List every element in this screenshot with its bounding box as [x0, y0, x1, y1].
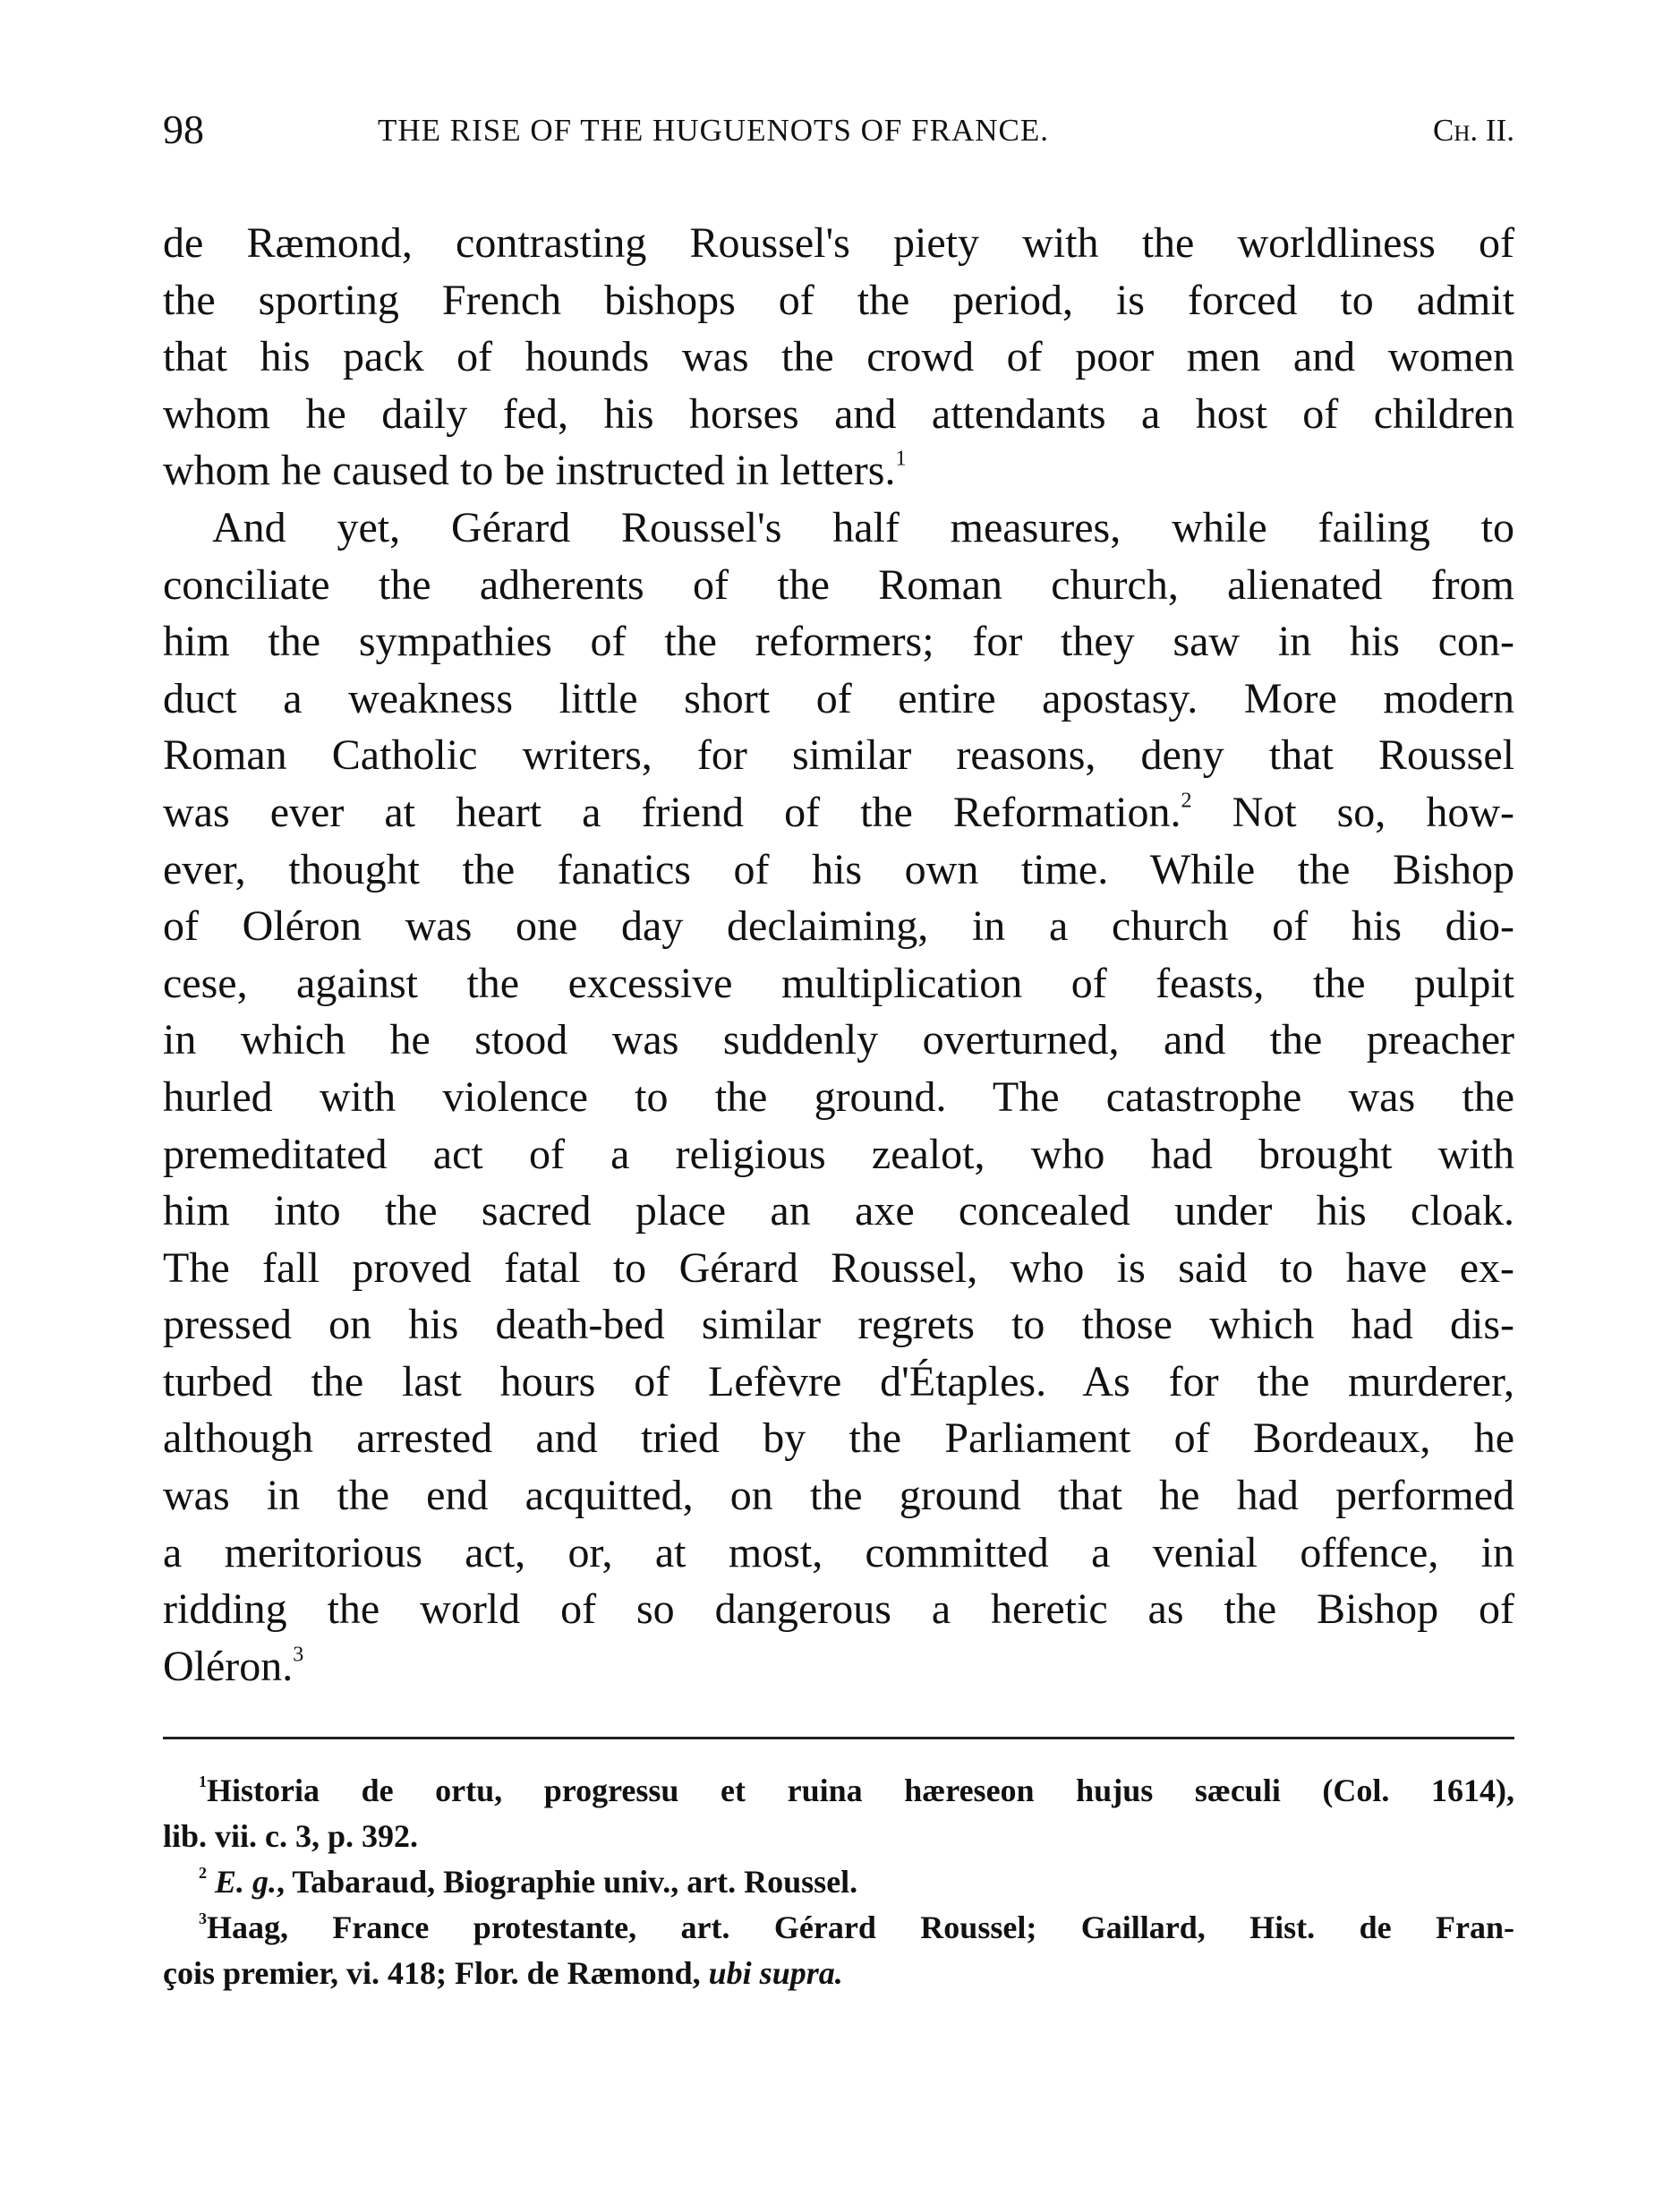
footnote-2 [163, 1859, 1514, 1905]
footnote-text: Haag, France protestante, art. Gérard Roussel; Gaillard, Hist. de Fran- [207, 1909, 1514, 1945]
page-number: 98 [163, 107, 204, 152]
text-line [163, 442, 1514, 500]
text-span: Not so, how- [1232, 788, 1515, 836]
running-header [163, 106, 1514, 159]
text-line: And yet, Gérard Roussel's half measures, while failing to [212, 503, 1514, 551]
text-line: The fall proved fatal to Gérard Roussel, who is said to have ex- [163, 1243, 1514, 1292]
text-line: whom he daily fed, his horses and attendants a host of children [163, 389, 1514, 438]
text-line: turbed the last hours of Lefèvre d'Étaples. As for the murderer, [163, 1357, 1514, 1405]
text-line: premeditated act of a religious zealot, who had brought with [163, 1130, 1514, 1178]
text-line: ever, thought the fanatics of his own time. While the Bishop [163, 845, 1514, 893]
footnote-1 [163, 1768, 1514, 1814]
text-line: him the sympathies of the reformers; for they saw in his con- [163, 618, 1514, 666]
footnote-1-cont: lib. vii. c. 3, p. 392. [163, 1818, 419, 1854]
text-line: of Oléron was one day declaiming, in a church of his dio- [163, 902, 1514, 951]
text-line: hurled with violence to the ground. The catastrophe was the [163, 1072, 1514, 1121]
footnote-text: , Tabaraud, Biographie univ., art. Roussel. [277, 1864, 858, 1900]
footnotes [163, 1768, 1514, 1996]
running-title: THE RISE OF THE HUGUENOTS OF FRANCE. [378, 113, 1049, 148]
footnote-italic: ubi supra. [708, 1955, 843, 1991]
text-span: whom he caused to be instructed in letters. [163, 447, 896, 495]
footnote-italic: E. g. [215, 1864, 277, 1900]
footnote-ref: 2 [1181, 789, 1192, 813]
footnote-mark: 1 [199, 1772, 207, 1790]
footnote-divider [163, 1737, 1514, 1739]
text-line: cese, against the excessive multiplication of feasts, the pulpit [163, 959, 1514, 1007]
footnote-3 [163, 1905, 1514, 1951]
text-line: de Ræmond, contrasting Roussel's piety with the worldliness of [163, 219, 1514, 267]
text-line: although arrested and tried by the Parliament of Bordeaux, he [163, 1414, 1514, 1463]
text-line: a meritorious act, or, at most, committed a venial offence, in [163, 1528, 1514, 1576]
body-text [163, 215, 1514, 1695]
footnote-mark: 2 [199, 1863, 207, 1882]
text-line [163, 784, 1514, 841]
footnote-3-cont [163, 1951, 1514, 1996]
footnote-text: Historia de ortu, progressu et ruina hæreseon hujus sæculi (Col. 1614), [207, 1773, 1514, 1808]
text-span: was ever at heart a friend of the Reformation. [163, 788, 1181, 836]
text-line [163, 1638, 1514, 1696]
text-line: pressed on his death-bed similar regrets to those which had dis- [163, 1301, 1514, 1349]
text-line: was in the end acquitted, on the ground that he had performed [163, 1472, 1514, 1520]
footnote-mark: 3 [199, 1909, 207, 1927]
footnote-text: çois premier, vi. 418; Flor. de Ræmond, [163, 1955, 709, 1991]
text-line: in which he stood was suddenly overturned, and the preacher [163, 1016, 1514, 1064]
chapter-label: Ch. II. [1433, 113, 1514, 148]
footnote-ref: 3 [293, 1643, 304, 1667]
text-line: conciliate the adherents of the Roman church, alienated from [163, 560, 1514, 609]
text-line: Roman Catholic writers, for similar reasons, deny that Roussel [163, 731, 1514, 780]
text-line: the sporting French bishops of the period, is forced to admit [163, 276, 1514, 324]
text-line: ridding the world of so dangerous a heretic as the Bishop of [163, 1585, 1514, 1634]
text-line: duct a weakness little short of entire apostasy. More modern [163, 674, 1514, 722]
footnote-ref: 1 [895, 447, 907, 471]
text-line: that his pack of hounds was the crowd of poor men and women [163, 333, 1514, 381]
text-line: him into the sacred place an axe concealed under his cloak. [163, 1187, 1514, 1235]
text-span: Oléron. [163, 1642, 294, 1690]
